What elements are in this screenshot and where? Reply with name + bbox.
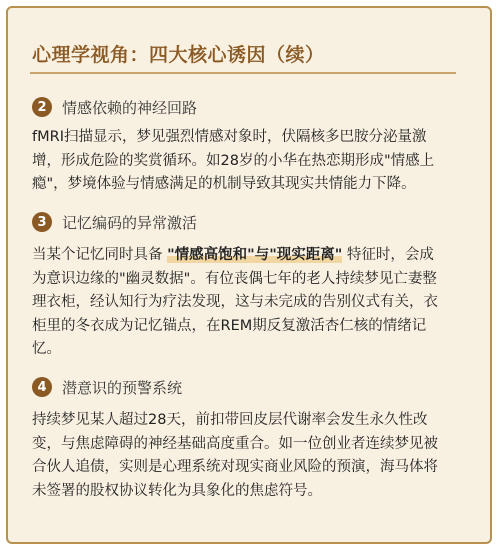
section-3-body <box>32 244 464 362</box>
section-heading: 记忆编码的异常激活 <box>62 213 198 232</box>
body-line: 未签署的股权协议转化为具象化的焦虑符号。 <box>32 482 322 499</box>
body-line: 持续梦见某人超过28天，前扣带回皮层代谢率会发生永久性改 <box>32 412 428 428</box>
body-line: 理衣柜，经认知行为疗法发现，这与未完成的告别仪式有关，衣 <box>32 294 438 311</box>
body-line: 增，形成危险的奖赏循环。如28岁的小华在热恋期形成"情感上 <box>32 152 435 169</box>
body-line: 变，与焦虑障碍的神经基础高度重合。如一位创业者连续梦见被 <box>32 435 438 452</box>
body-line: fMRI扫描显示，梦见强烈情感对象时，伏隔核多巴胺分泌量激 <box>32 129 427 145</box>
page-title: 心理学视角：四大核心诱因（续） <box>32 44 325 66</box>
section-heading: 潜意识的预警系统 <box>62 378 183 397</box>
section-3-header <box>32 211 197 233</box>
section-number-badge: 2 <box>32 97 52 117</box>
highlighted-phrase: "情感高饱和"与"现实距离" <box>167 247 343 263</box>
body-line <box>32 244 464 268</box>
section-number-badge: 4 <box>32 377 52 397</box>
section-4-body <box>32 409 464 503</box>
section-number-badge: 3 <box>32 212 52 232</box>
section-2-header <box>32 96 197 118</box>
body-line: 为意识边缘的"幽灵数据"。有位丧偶七年的老人持续梦见亡妻整 <box>32 270 437 287</box>
body-line: 柜里的冬衣成为记忆锚点，在REM期反复激活杏仁核的情绪记 <box>32 317 427 334</box>
title-divider <box>30 72 456 74</box>
body-line: 忆。 <box>32 341 61 358</box>
body-line: 瘾"，梦境体验与情感满足的机制导致其现实共情能力下降。 <box>32 176 416 193</box>
body-line: 合伙人追债，实则是心理系统对现实商业风险的预演，海马体将 <box>32 459 438 476</box>
body-text: 当某个记忆同时具备 <box>32 247 168 263</box>
section-heading: 情感依赖的神经回路 <box>62 98 198 117</box>
section-2-body <box>32 126 464 197</box>
section-4-header <box>32 376 182 398</box>
body-text: 特征时，会成 <box>342 247 434 263</box>
